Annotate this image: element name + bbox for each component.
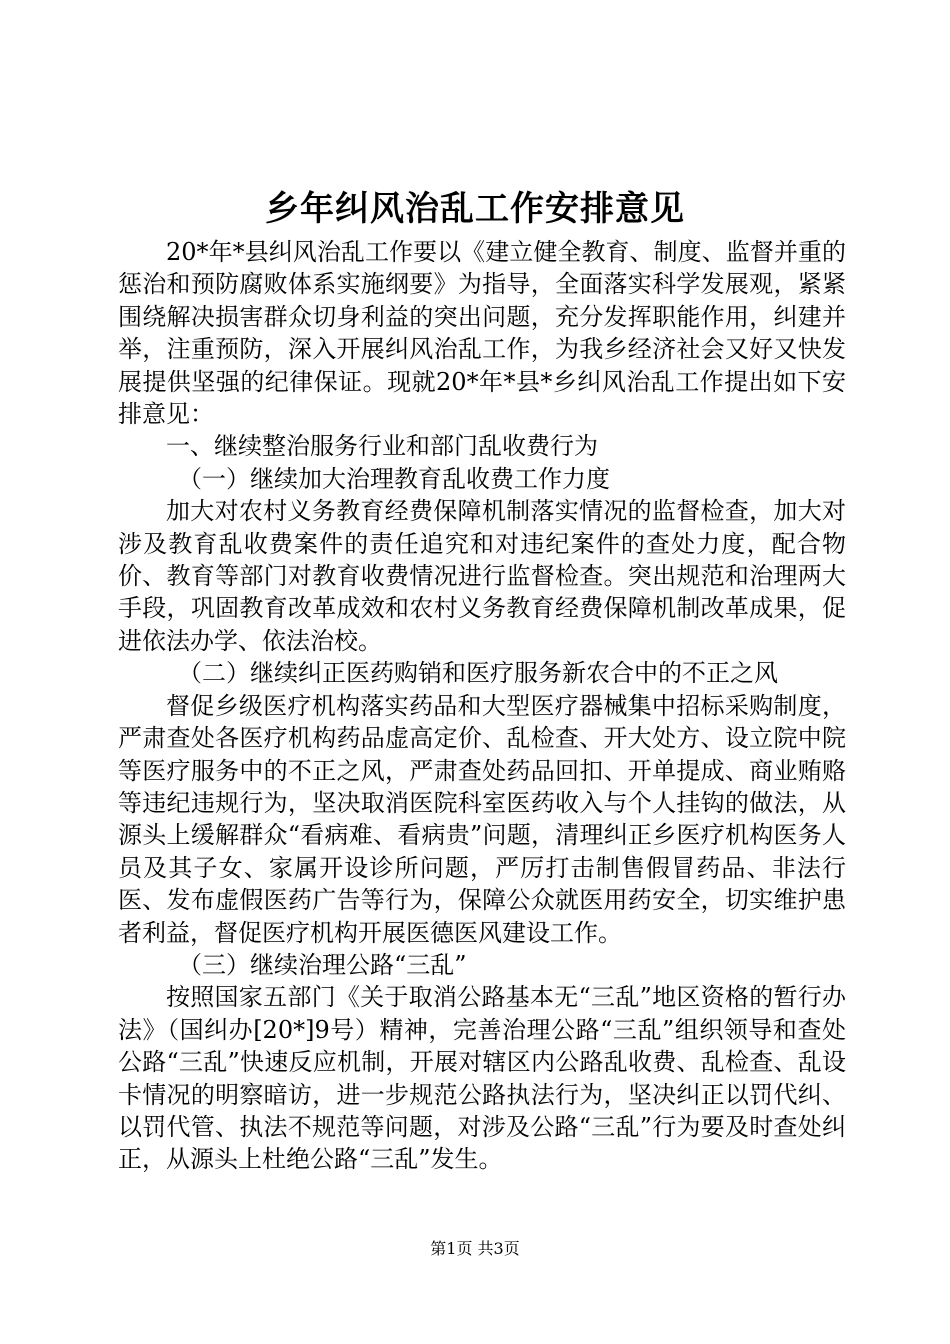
- subsection-heading: （一）继续加大治理教育乱收费工作力度: [178, 464, 610, 493]
- page-footer: 第1页 共3页: [430, 1239, 520, 1258]
- document-body: [118, 236, 846, 1176]
- body-paragraph: 按照国家五部门《关于取消公路基本无“三乱”地区资格的暂行办法》（国纠办[20*]9号）精神，完善治理公路“三乱”组织领导和查处公路“三乱”快速反应机制，开展对辖区内公路乱收费、乱检查、乱设卡情况的明察暗访，进一步规范公路执法行为，坚决纠正以罚代纠、以罚代管、执法不规范等问题，对涉及公路“三乱”行为要及时查处纠正，从源头上杜绝公路“三乱”发生。: [118, 983, 846, 1174]
- subsection-heading: （三）继续治理公路“三乱”: [178, 950, 467, 979]
- section-heading: 一、继续整治服务行业和部门乱收费行为: [166, 432, 598, 461]
- document-title: 乡年纠风治乱工作安排意见: [265, 189, 685, 229]
- intro-paragraph: 20*年*县纠风治乱工作要以《建立健全教育、制度、监督并重的惩治和预防腐败体系实施纲要》为指导，全面落实科学发展观，紧紧围绕解决损害群众切身利益的突出问题，充分发挥职能作用，纠建并举，注重预防，深入开展纠风治乱工作，为我乡经济社会又好又快发展提供坚强的纪律保证。现就20*年*县*乡纠风治乱工作提出如下安排意见：: [118, 238, 846, 429]
- subsection-heading: （二）继续纠正医药购销和医疗服务新农合中的不正之风: [178, 659, 778, 688]
- body-paragraph: 督促乡级医疗机构落实药品和大型医疗器械集中招标采购制度，严肃查处各医疗机构药品虚高定价、乱检查、开大处方、设立院中院等医疗服务中的不正之风，严肃查处药品回扣、开单提成、商业贿赂等违纪违规行为，坚决取消医院科室医药收入与个人挂钩的做法，从源头上缓解群众“看病难、看病贵”问题，清理纠正乡医疗机构医务人员及其子女、家属开设诊所问题，严厉打击制售假冒药品、非法行医、发布虚假医药广告等行为，保障公众就医用药安全，切实维护患者利益，督促医疗机构开展医德医风建设工作。: [118, 691, 846, 947]
- body-paragraph: 加大对农村义务教育经费保障机制落实情况的监督检查，加大对涉及教育乱收费案件的责任追究和对违纪案件的查处力度，配合物价、教育等部门对教育收费情况进行监督检查。突出规范和治理两大手段，巩固教育改革成效和农村义务教育经费保障机制改革成果，促进依法办学、依法治校。: [118, 497, 846, 655]
